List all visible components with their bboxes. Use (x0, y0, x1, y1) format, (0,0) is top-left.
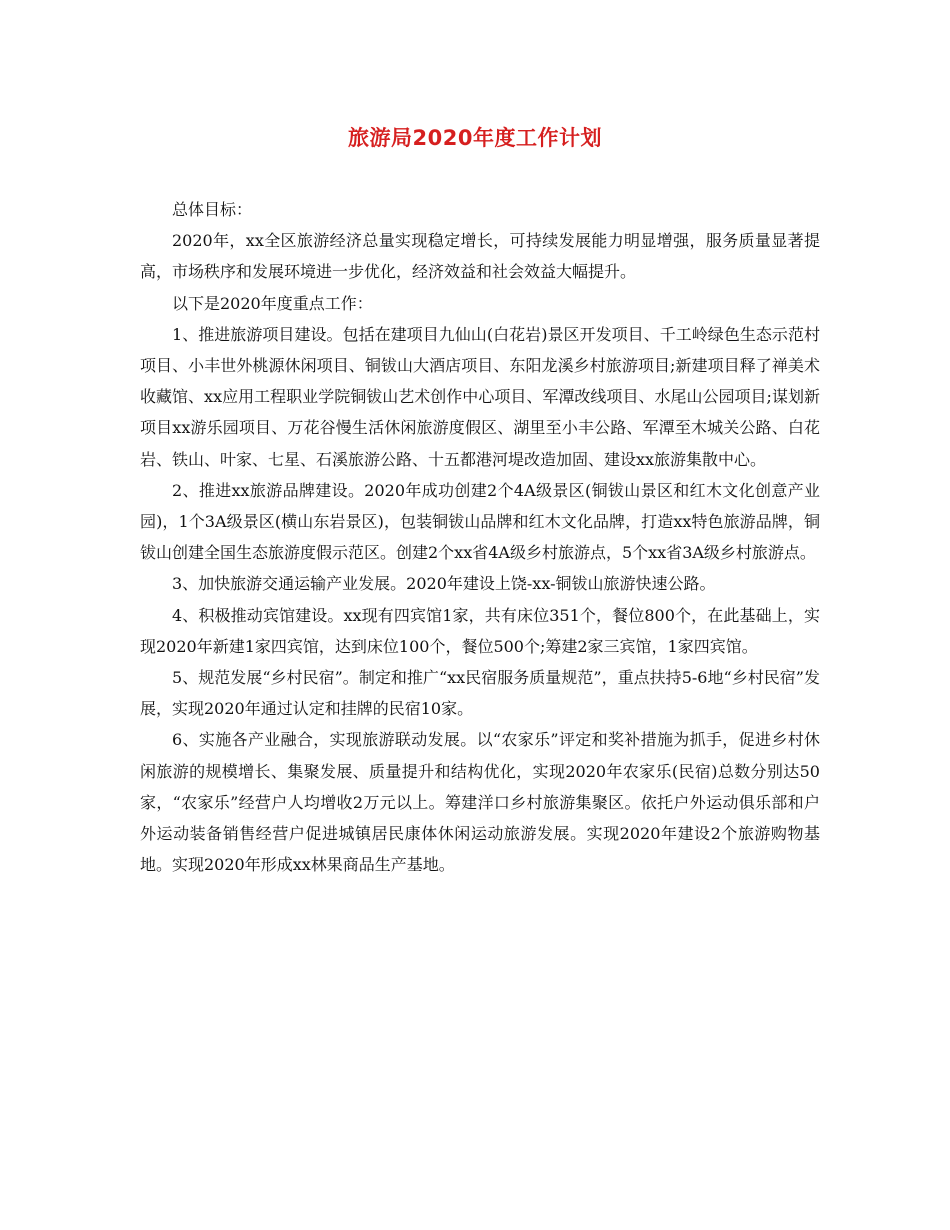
paragraph-item-1: 1、推进旅游项目建设。包括在建项目九仙山(白花岩)景区开发项目、千工岭绿色生态示范村项目、小丰世外桃源休闲项目、铜钹山大酒店项目、东阳龙溪乡村旅游项目;新建项目释了禅美术收藏馆、xx应用工程职业学院铜钹山艺术创作中心项目、军潭改线项目、水尾山公园项目;谋划新项目xx游乐园项目、万花谷慢生活休闲旅游度假区、湖里至小丰公路、军潭至木城关公路、白花岩、铁山、叶家、七星、石溪旅游公路、十五都港河堤改造加固、建设xx旅游集散中心。 (140, 324, 820, 469)
document-body (140, 194, 820, 880)
paragraph-item-2: 2、推进xx旅游品牌建设。2020年成功创建2个4A级景区(铜钹山景区和红木文化创意产业园)，1个3A级景区(横山东岩景区)，包装铜钹山品牌和红木文化品牌，打造xx特色旅游品牌，铜钹山创建全国生态旅游度假示范区。创建2个xx省4A级乡村旅游点，5个xx省3A级乡村旅游点。 (140, 480, 820, 563)
paragraph-item-3: 3、加快旅游交通运输产业发展。2020年建设上饶-xx-铜钹山旅游快速公路。 (172, 574, 716, 594)
paragraph-item-5: 5、规范发展“乡村民宿”。制定和推广“xx民宿服务质量规范”，重点扶持5-6地“乡村民宿”发展，实现2020年通过认定和挂牌的民宿10家。 (140, 668, 820, 719)
paragraph-general-goal-heading: 总体目标： (172, 200, 253, 219)
paragraph-item-4: 4、积极推动宾馆建设。xx现有四宾馆1家，共有床位351个，餐位800个，在此基础上，实现2020年新建1家四宾馆，达到床位100个，餐位500个;筹建2家三宾馆，1家四宾馆。 (140, 605, 820, 656)
paragraph-item-6: 6、实施各产业融合，实现旅游联动发展。以“农家乐”评定和奖补措施为抓手，促进乡村休闲旅游的规模增长、集聚发展、质量提升和结构优化，实现2020年农家乐(民宿)总数分别达50家，“农家乐”经营户人均增收2万元以上。筹建洋口乡村旅游集聚区。依托户外运动俱乐部和户外运动装备销售经营户促进城镇居民康体休闲运动旅游发展。实现2020年建设2个旅游购物基地。实现2020年形成xx林果商品生产基地。 (140, 730, 820, 875)
paragraph-general-goal: 2020年，xx全区旅游经济总量实现稳定增长，可持续发展能力明显增强，服务质量显著提高，市场秩序和发展环境进一步优化，经济效益和社会效益大幅提升。 (140, 231, 820, 282)
paragraph-key-work-intro: 以下是2020年度重点工作： (172, 293, 373, 313)
document-title: 旅游局2020年度工作计划 (348, 126, 602, 150)
